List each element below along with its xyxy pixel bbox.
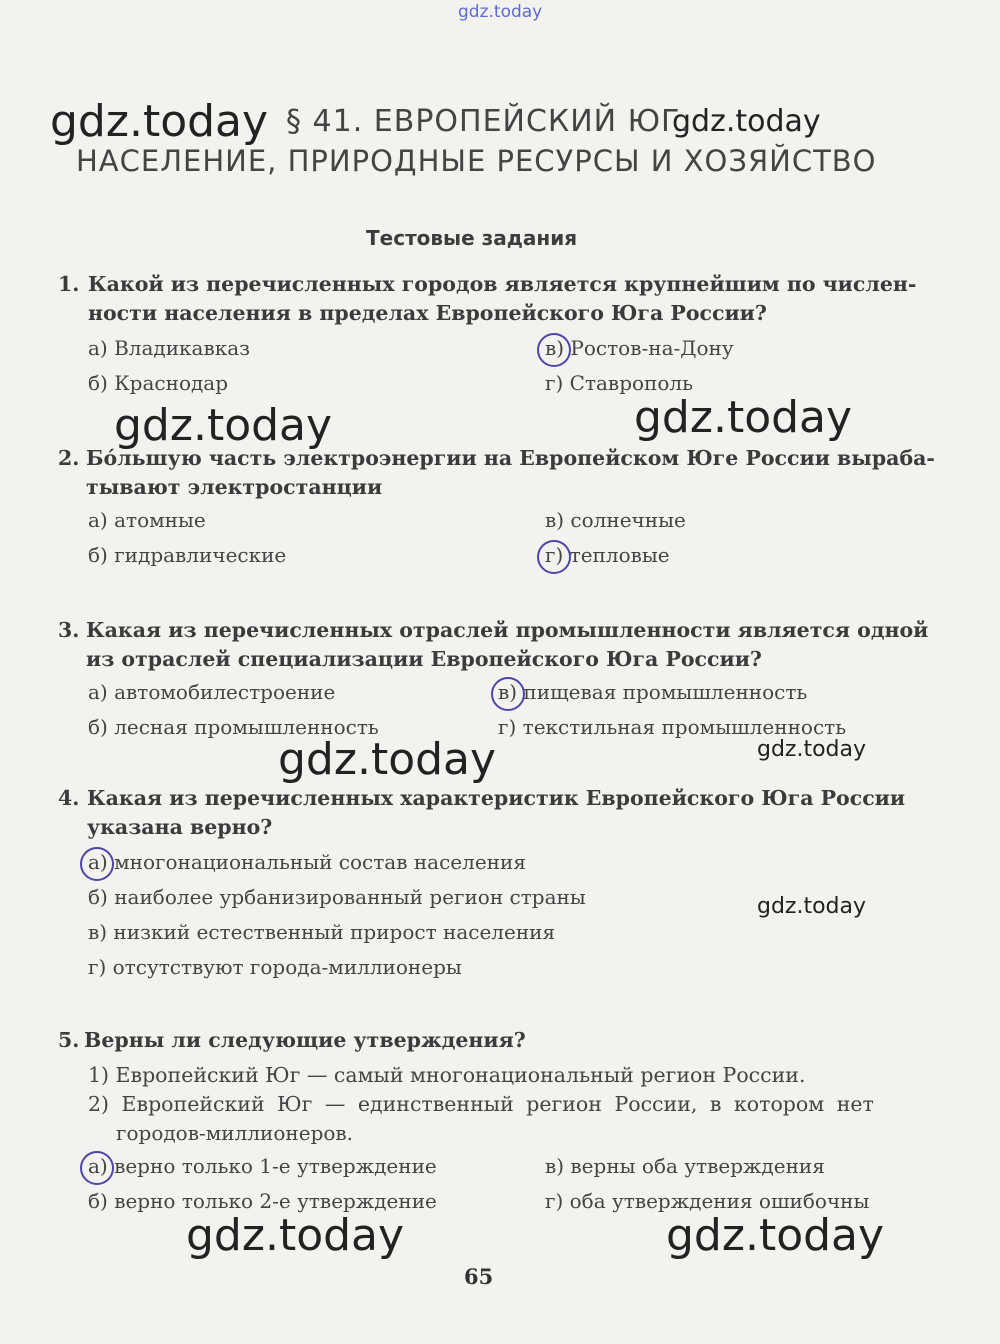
question-4-text-line2: указана верно? xyxy=(87,815,273,839)
question-1-option-b[interactable]: б) Краснодар xyxy=(88,371,229,395)
answer-circle-q3 xyxy=(491,677,525,711)
watermark-q3-right: gdz.today xyxy=(757,737,867,762)
question-3-option-b[interactable]: б) лесная промышленность xyxy=(88,715,379,739)
watermark-title-left: gdz.today xyxy=(50,96,269,147)
question-3-text-line1: Какая из перечисленных отраслей промышленности является одной xyxy=(86,618,929,642)
watermark-q4-right: gdz.today xyxy=(757,894,867,919)
question-4-option-g[interactable]: г) отсутствуют города-миллионеры xyxy=(88,955,462,979)
question-2-text-line1: Бо́льшую часть электроэнергии на Европейском Юге России выраба- xyxy=(86,446,935,470)
watermark-top: gdz.today xyxy=(458,2,543,22)
page-number: 65 xyxy=(464,1264,494,1289)
question-5-option-b[interactable]: б) верно только 2-е утверждение xyxy=(88,1189,437,1213)
watermark-bottom-right: gdz.today xyxy=(666,1210,885,1261)
question-2-option-a[interactable]: а) атомные xyxy=(88,508,206,532)
watermark-title-right: gdz.today xyxy=(672,104,821,139)
question-5-statement-2-cont: городов-миллионеров. xyxy=(116,1121,354,1145)
question-4-option-b[interactable]: б) наиболее урбанизированный регион страны xyxy=(88,885,586,909)
question-2-number: 2. xyxy=(58,446,80,470)
question-5-option-v[interactable]: в) верны оба утверждения xyxy=(545,1154,825,1178)
question-1-option-v[interactable]: в) Ростов-на-Дону xyxy=(545,336,734,360)
question-2-option-g[interactable]: г) тепловые xyxy=(545,543,670,567)
watermark-q1-left: gdz.today xyxy=(114,400,333,451)
page-title-line1: § 41. ЕВРОПЕЙСКИЙ ЮГ. xyxy=(286,104,691,139)
question-1-text-line1: Какой из перечисленных городов является крупнейшим по числен- xyxy=(88,272,917,296)
question-4-option-a[interactable]: а) многонациональный состав населения xyxy=(88,850,526,874)
answer-circle-q4 xyxy=(80,847,114,881)
question-5-statement-2: 2) Европейский Юг — единственный регион России, в котором нет xyxy=(88,1092,874,1116)
page-title-line2: НАСЕЛЕНИЕ, ПРИРОДНЫЕ РЕСУРСЫ И ХОЗЯЙСТВО xyxy=(76,144,877,178)
question-5-option-a[interactable]: а) верно только 1-е утверждение xyxy=(88,1154,437,1178)
answer-circle-q1 xyxy=(537,333,571,367)
question-1-option-a[interactable]: а) Владикавказ xyxy=(88,336,251,360)
question-3-option-g[interactable]: г) текстильная промышленность xyxy=(498,715,847,739)
watermark-q3-center: gdz.today xyxy=(278,734,497,785)
section-heading: Тестовые задания xyxy=(366,226,578,250)
question-1-number: 1. xyxy=(58,272,80,296)
answer-circle-q5 xyxy=(80,1151,114,1185)
question-2-option-b[interactable]: б) гидравлические xyxy=(88,543,287,567)
question-2-option-v[interactable]: в) солнечные xyxy=(545,508,686,532)
question-4-number: 4. xyxy=(58,786,80,810)
question-5-option-g[interactable]: г) оба утверждения ошибочны xyxy=(545,1189,870,1213)
question-3-number: 3. xyxy=(58,618,80,642)
watermark-bottom-left: gdz.today xyxy=(186,1210,405,1261)
question-2-text-line2: тывают электростанции xyxy=(86,475,383,499)
question-3-option-a[interactable]: а) автомобилестроение xyxy=(88,680,336,704)
question-5-text: Верны ли следующие утверждения? xyxy=(84,1028,526,1052)
question-5-number: 5. xyxy=(58,1028,80,1052)
question-3-text-line2: из отраслей специализации Европейского Юга России? xyxy=(86,647,762,671)
question-4-option-v[interactable]: в) низкий естественный прирост населения xyxy=(88,920,556,944)
question-3-option-v[interactable]: в) пищевая промышленность xyxy=(498,680,808,704)
question-1-text-line2: ности населения в пределах Европейского Юга России? xyxy=(88,301,767,325)
question-5-statement-1: 1) Европейский Юг — самый многонациональный регион России. xyxy=(88,1063,806,1087)
question-1-option-g[interactable]: г) Ставрополь xyxy=(545,371,693,395)
answer-circle-q2 xyxy=(537,540,571,574)
watermark-q1-right: gdz.today xyxy=(634,392,853,443)
question-4-text-line1: Какая из перечисленных характеристик Европейского Юга России xyxy=(87,786,906,810)
